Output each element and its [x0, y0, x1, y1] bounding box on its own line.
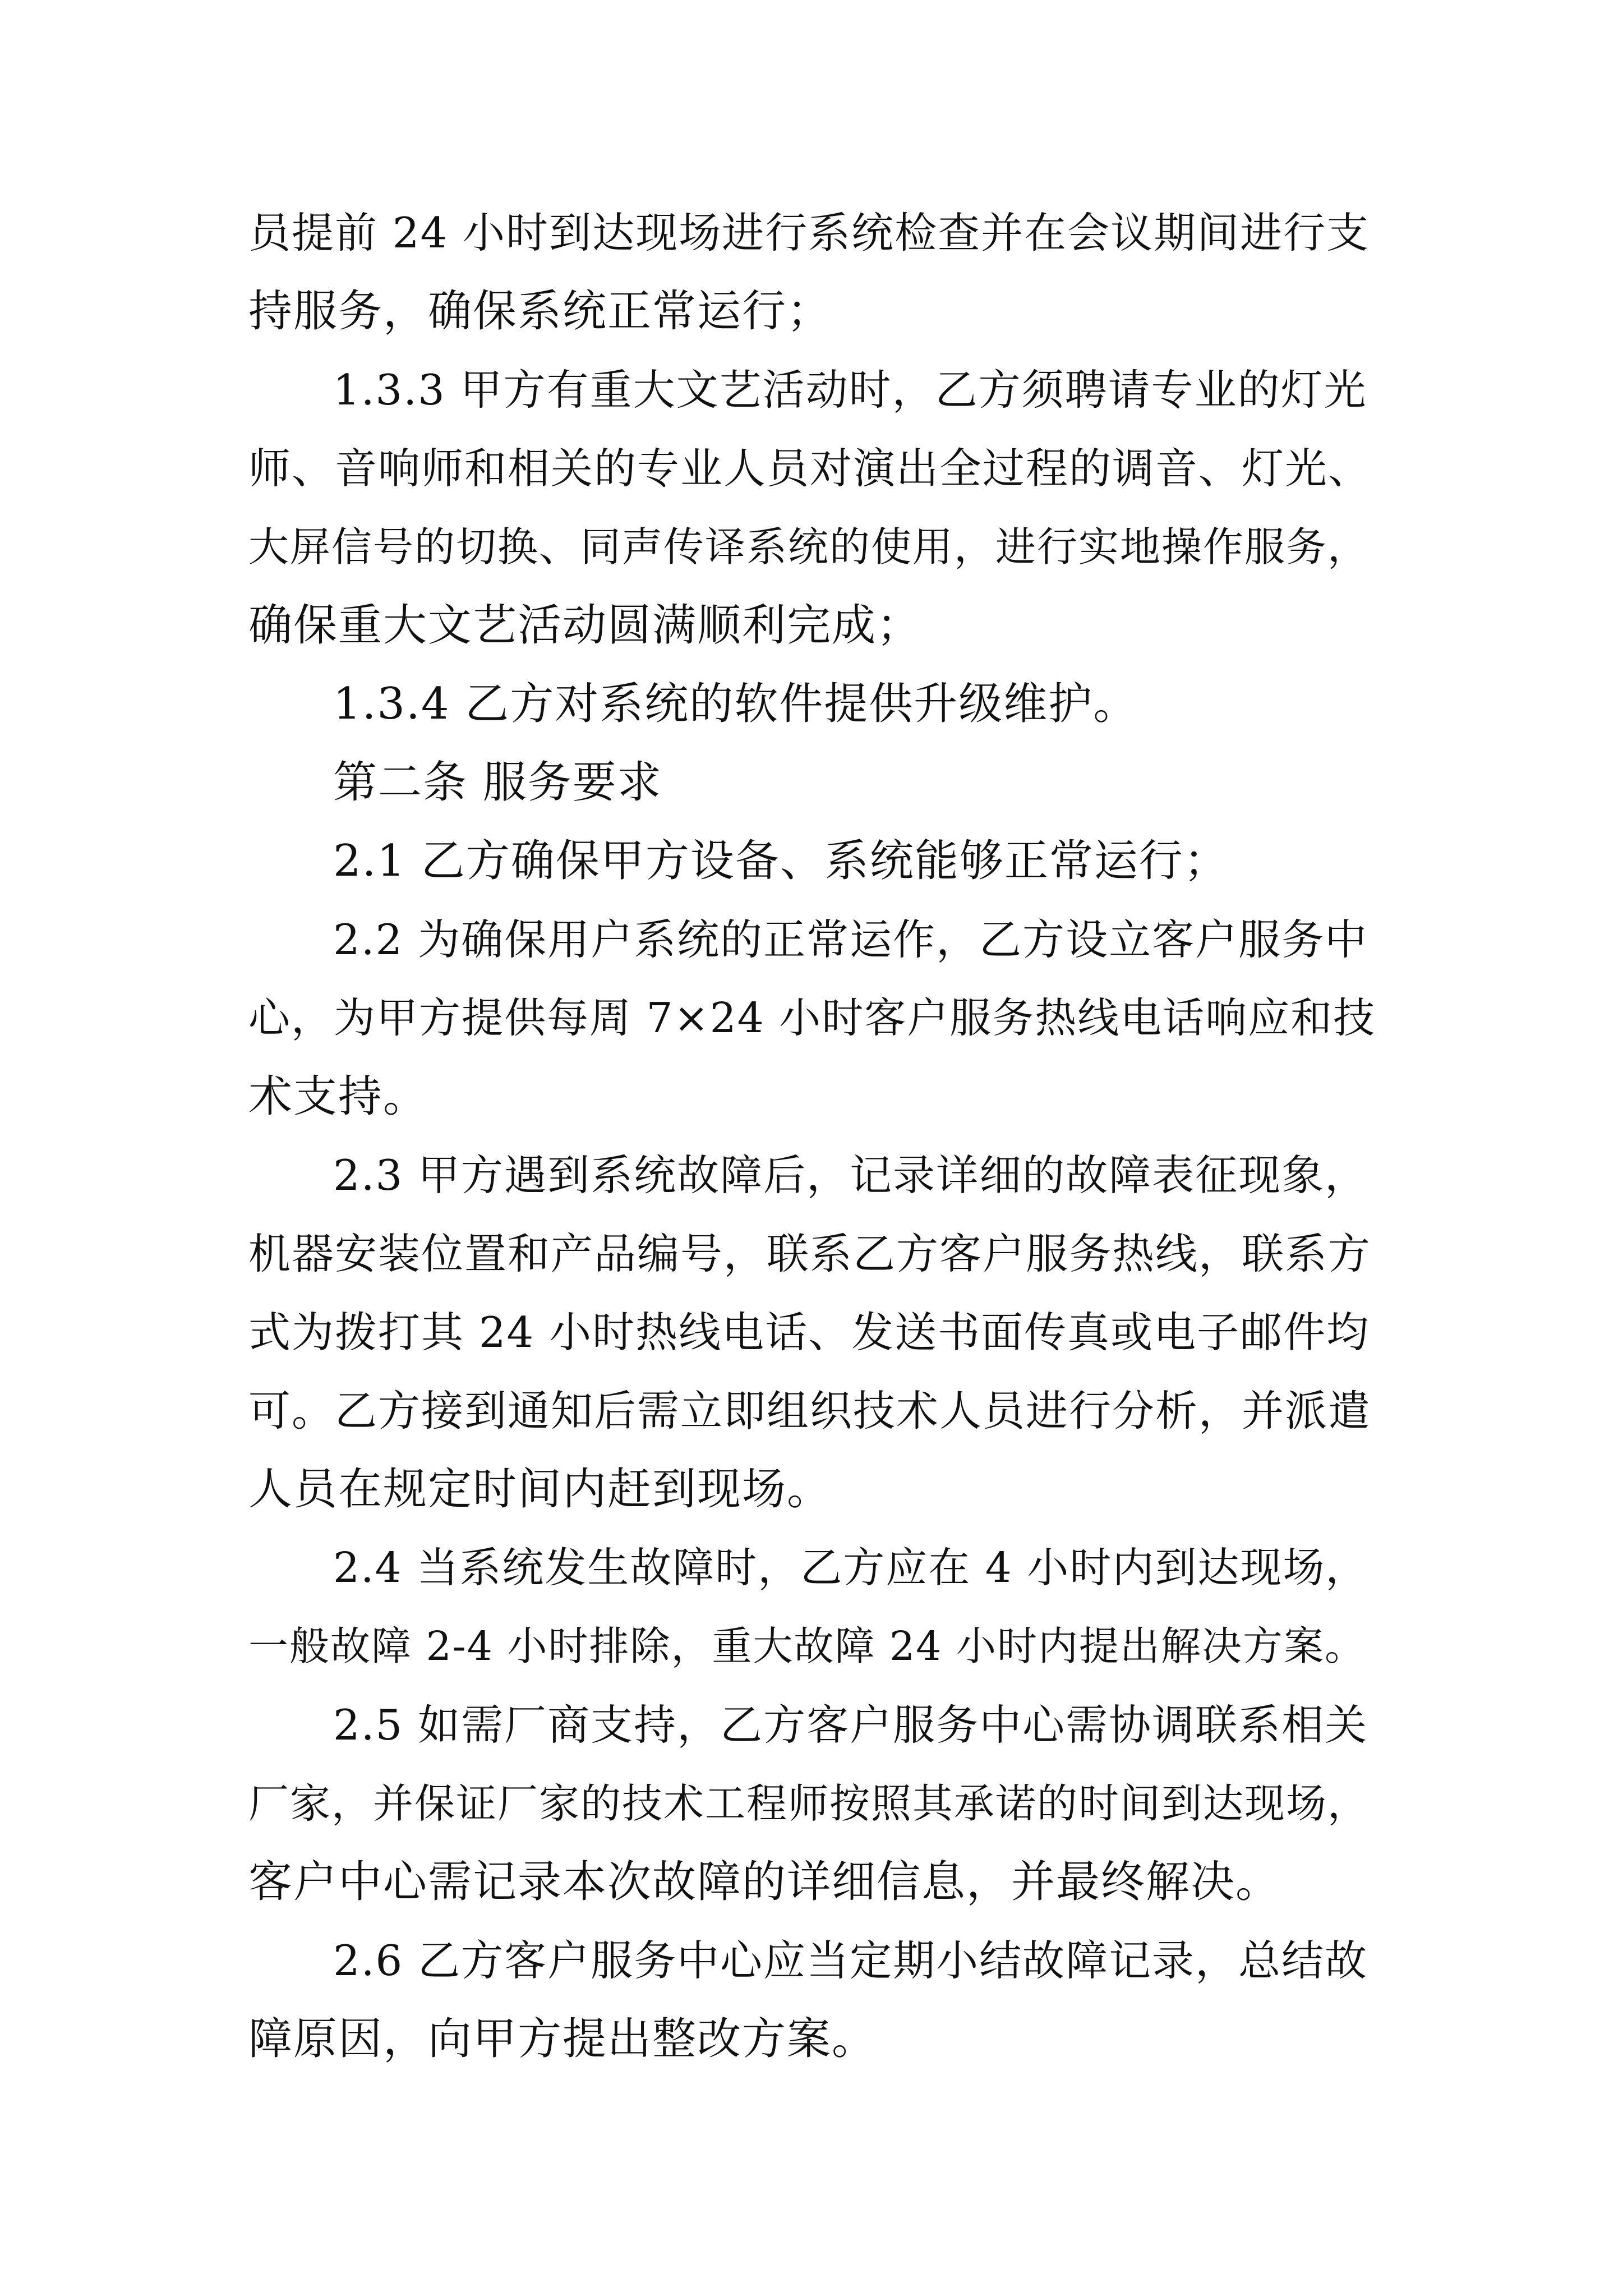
text-line: 2.5 如需厂商支持，乙方客户服务中心需协调联系相关	[333, 1700, 1368, 1750]
text-line: 1.3.3 甲方有重大文艺活动时，乙方须聘请专业的灯光	[333, 365, 1367, 415]
text-line: 大屏信号的切换、同声传译系统的使用，进行实地操作服务，	[248, 523, 1370, 570]
text-line: 2.4 当系统发生故障时，乙方应在 4 小时内到达现场，	[333, 1544, 1368, 1592]
text-line: 2.6 乙方客户服务中心应当定期小结故障记录，总结故	[333, 1936, 1368, 1985]
text-line: 员提前 24 小时到达现场进行系统检查并在会议期间进行支	[248, 208, 1370, 257]
text-line: 2.1 乙方确保甲方设备、系统能够正常运行；	[333, 836, 1229, 886]
text-line: 式为拨打其 24 小时热线电话、发送书面传真或电子邮件均	[248, 1308, 1370, 1357]
text-line: 人员在规定时间内赶到现场。	[248, 1464, 832, 1515]
text-line: 厂家，并保证厂家的技术工程师按照其承诺的时间到达现场，	[248, 1780, 1370, 1827]
section-heading: 第二条 服务要求	[333, 757, 662, 808]
text-line: 一般故障 2-4 小时排除，重大故障 24 小时内提出解决方案。	[248, 1623, 1366, 1669]
text-line: 2.2 为确保用户系统的正常运作，乙方设立客户服务中	[333, 915, 1368, 964]
text-line: 确保重大文艺活动圆满顺利完成；	[248, 600, 922, 651]
text-line: 可。乙方接到通知后需立即组织技术人员进行分析，并派遣	[248, 1386, 1372, 1435]
text-line: 客户中心需记录本次故障的详细信息，并最终解决。	[248, 1857, 1281, 1907]
text-line: 心，为甲方提供每周 7×24 小时客户服务热线电话响应和技	[248, 994, 1376, 1042]
text-line: 师、音响师和相关的专业人员对演出全过程的调音、灯光、	[248, 444, 1372, 493]
text-line: 机器安装位置和产品编号，联系乙方客户服务热线，联系方	[248, 1229, 1372, 1278]
text-line: 术支持。	[248, 1071, 428, 1122]
text-line: 2.3 甲方遇到系统故障后，记录详细的故障表征现象，	[333, 1151, 1368, 1200]
text-line: 障原因，向甲方提出整改方案。	[248, 2014, 877, 2064]
text-line: 1.3.4 乙方对系统的软件提供升级维护。	[333, 679, 1138, 729]
text-line: 持服务，确保系统正常运行；	[248, 286, 832, 337]
